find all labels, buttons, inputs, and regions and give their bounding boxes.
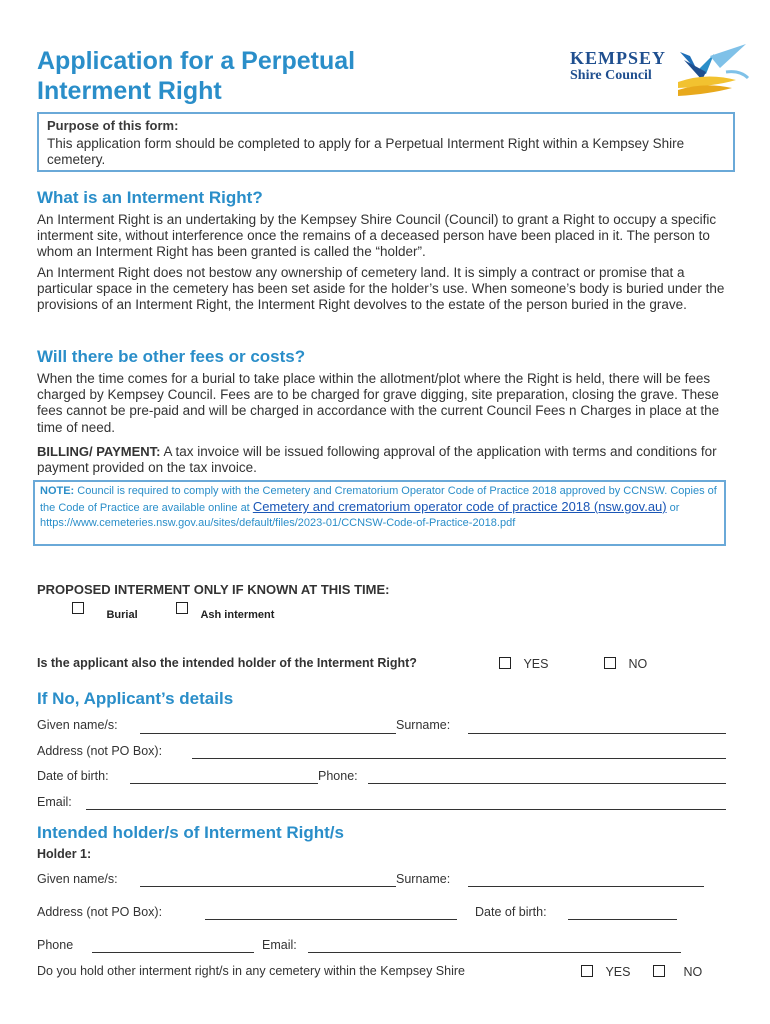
code-of-practice-link[interactable]: Cemetery and crematorium operator code of practice 2018 (nsw.gov.au) — [252, 499, 667, 514]
holder-dob-label: Date of birth: — [475, 905, 547, 919]
holder-surname-label: Surname: — [396, 872, 451, 886]
other-rights-yes-option[interactable] — [581, 964, 630, 982]
applicant-surname-field[interactable] — [468, 733, 726, 734]
applicant-given-names-field[interactable] — [140, 733, 396, 734]
fees-para: When the time comes for a burial to take place within the allotment/plot where the Right is held, there will be fees charged by Kempsey Council. Fees are to be charged for grave digging, site preparation, closing the grave. These fees cannot be pre-paid and will be charged in accordance with the current Council Fees n Charges in place at the time of need. — [37, 371, 720, 435]
interment-right-heading: What is an Interment Right? — [37, 188, 263, 207]
applicant-dob-field[interactable] — [130, 783, 318, 784]
holder-phone-label: Phone — [37, 938, 74, 952]
fees-heading: Will there be other fees or costs? — [37, 347, 306, 366]
other-rights-question: Do you hold other interment right/s in any cemetery within the Kempsey Shire — [37, 964, 465, 978]
billing-label: BILLING/ PAYMENT: — [37, 444, 161, 459]
burial-label: Burial — [106, 609, 138, 621]
logo-bird-icon — [676, 42, 756, 98]
applicant-email-label: Email: — [37, 795, 72, 809]
other-rights-yes-checkbox[interactable] — [581, 965, 593, 977]
holder-given-names-label: Given name/s: — [37, 872, 118, 886]
other-rights-no-label: NO — [683, 965, 703, 979]
ash-interment-option[interactable] — [176, 601, 274, 619]
purpose-heading: Purpose of this form: — [47, 118, 179, 133]
other-rights-no-checkbox[interactable] — [653, 965, 665, 977]
title-line-2: Interment Right — [37, 77, 222, 105]
holder-no-label: NO — [628, 657, 648, 671]
holder-no-checkbox[interactable] — [604, 657, 616, 669]
burial-option[interactable] — [72, 601, 138, 619]
applicant-phone-label: Phone: — [318, 769, 358, 783]
holder-no-option[interactable] — [604, 656, 647, 674]
title-line-1: Application for a Perpetual — [37, 47, 356, 75]
applicant-phone-field[interactable] — [368, 783, 726, 784]
other-rights-yes-label: YES — [605, 965, 631, 979]
logo-text-kempsey: KEMPSEY — [570, 48, 667, 68]
holder-address-field[interactable] — [205, 919, 457, 920]
billing-text: A tax invoice will be issued following approval of the application with terms and conditions for payment provided on the tax invoice. — [37, 444, 717, 476]
applicant-address-field[interactable] — [192, 758, 726, 759]
holders-heading: Intended holder/s of Interment Right/s — [37, 823, 344, 842]
holder-dob-field[interactable] — [568, 919, 677, 920]
holder-question: Is the applicant also the intended holder of the Interment Right? — [37, 656, 417, 670]
holder-surname-field[interactable] — [468, 886, 704, 887]
holder-yes-checkbox[interactable] — [499, 657, 511, 669]
ash-interment-checkbox[interactable] — [176, 602, 188, 614]
applicant-dob-label: Date of birth: — [37, 769, 109, 783]
billing-para — [37, 444, 737, 476]
other-rights-no-option[interactable] — [653, 964, 702, 982]
interment-right-para-2: An Interment Right does not bestow any ownership of cemetery land. It is simply a contract or promise that a particular space in the cemetery has been set aside for the holder’s use. When someone’s body is buried under the provisions of an Interment Right, the Interment Right devolves to the estate of the person buried in the grave. — [37, 265, 725, 313]
applicant-surname-label: Surname: — [396, 718, 451, 732]
burial-checkbox[interactable] — [72, 602, 84, 614]
holder-phone-field[interactable] — [92, 952, 254, 953]
applicant-heading: If No, Applicant’s details — [37, 689, 234, 708]
applicant-email-field[interactable] — [86, 809, 726, 810]
page-title — [37, 46, 355, 106]
logo-text-shire-council: Shire Council — [570, 68, 652, 83]
proposed-interment-heading: PROPOSED INTERMENT ONLY IF KNOWN AT THIS TIME: — [37, 582, 390, 597]
holder-yes-option[interactable] — [499, 656, 548, 674]
kempsey-logo — [566, 42, 756, 102]
purpose-box — [37, 112, 735, 172]
note-box — [33, 480, 726, 546]
holder-email-field[interactable] — [308, 952, 681, 953]
holder-yes-label: YES — [523, 657, 549, 671]
interment-right-para-1: An Interment Right is an undertaking by the Kempsey Shire Council (Council) to grant a Right to occupy a specific interment site, without interference once the remains of a deceased person have been placed in it. The person to whom an Interment Right has been granted is called the “holder”. — [37, 212, 717, 260]
note-text-1: Council is required to comply with the Cemetery and Crematorium Operator Code of Practice 2018 approved by CCNSW. Copies of the Code of Practice are available online at — [40, 485, 717, 514]
holder-email-label: Email: — [262, 938, 297, 952]
holder-address-label: Address (not PO Box): — [37, 905, 163, 919]
purpose-text: This application form should be completed to apply for a Perpetual Interment Right within a Kempsey Shire cemetery. — [47, 136, 685, 167]
applicant-address-label: Address (not PO Box): — [37, 744, 163, 758]
holder-1-label: Holder 1: — [37, 847, 92, 861]
holder-given-names-field[interactable] — [140, 886, 396, 887]
ash-interment-label: Ash interment — [200, 609, 275, 621]
applicant-given-names-label: Given name/s: — [37, 718, 118, 732]
note-text-2: or https://www.cemeteries.nsw.gov.au/sites/default/files/2023-01/CCNSW-Code-of-Practice-2018.pdf — [40, 502, 680, 529]
note-label: NOTE: — [40, 485, 75, 497]
